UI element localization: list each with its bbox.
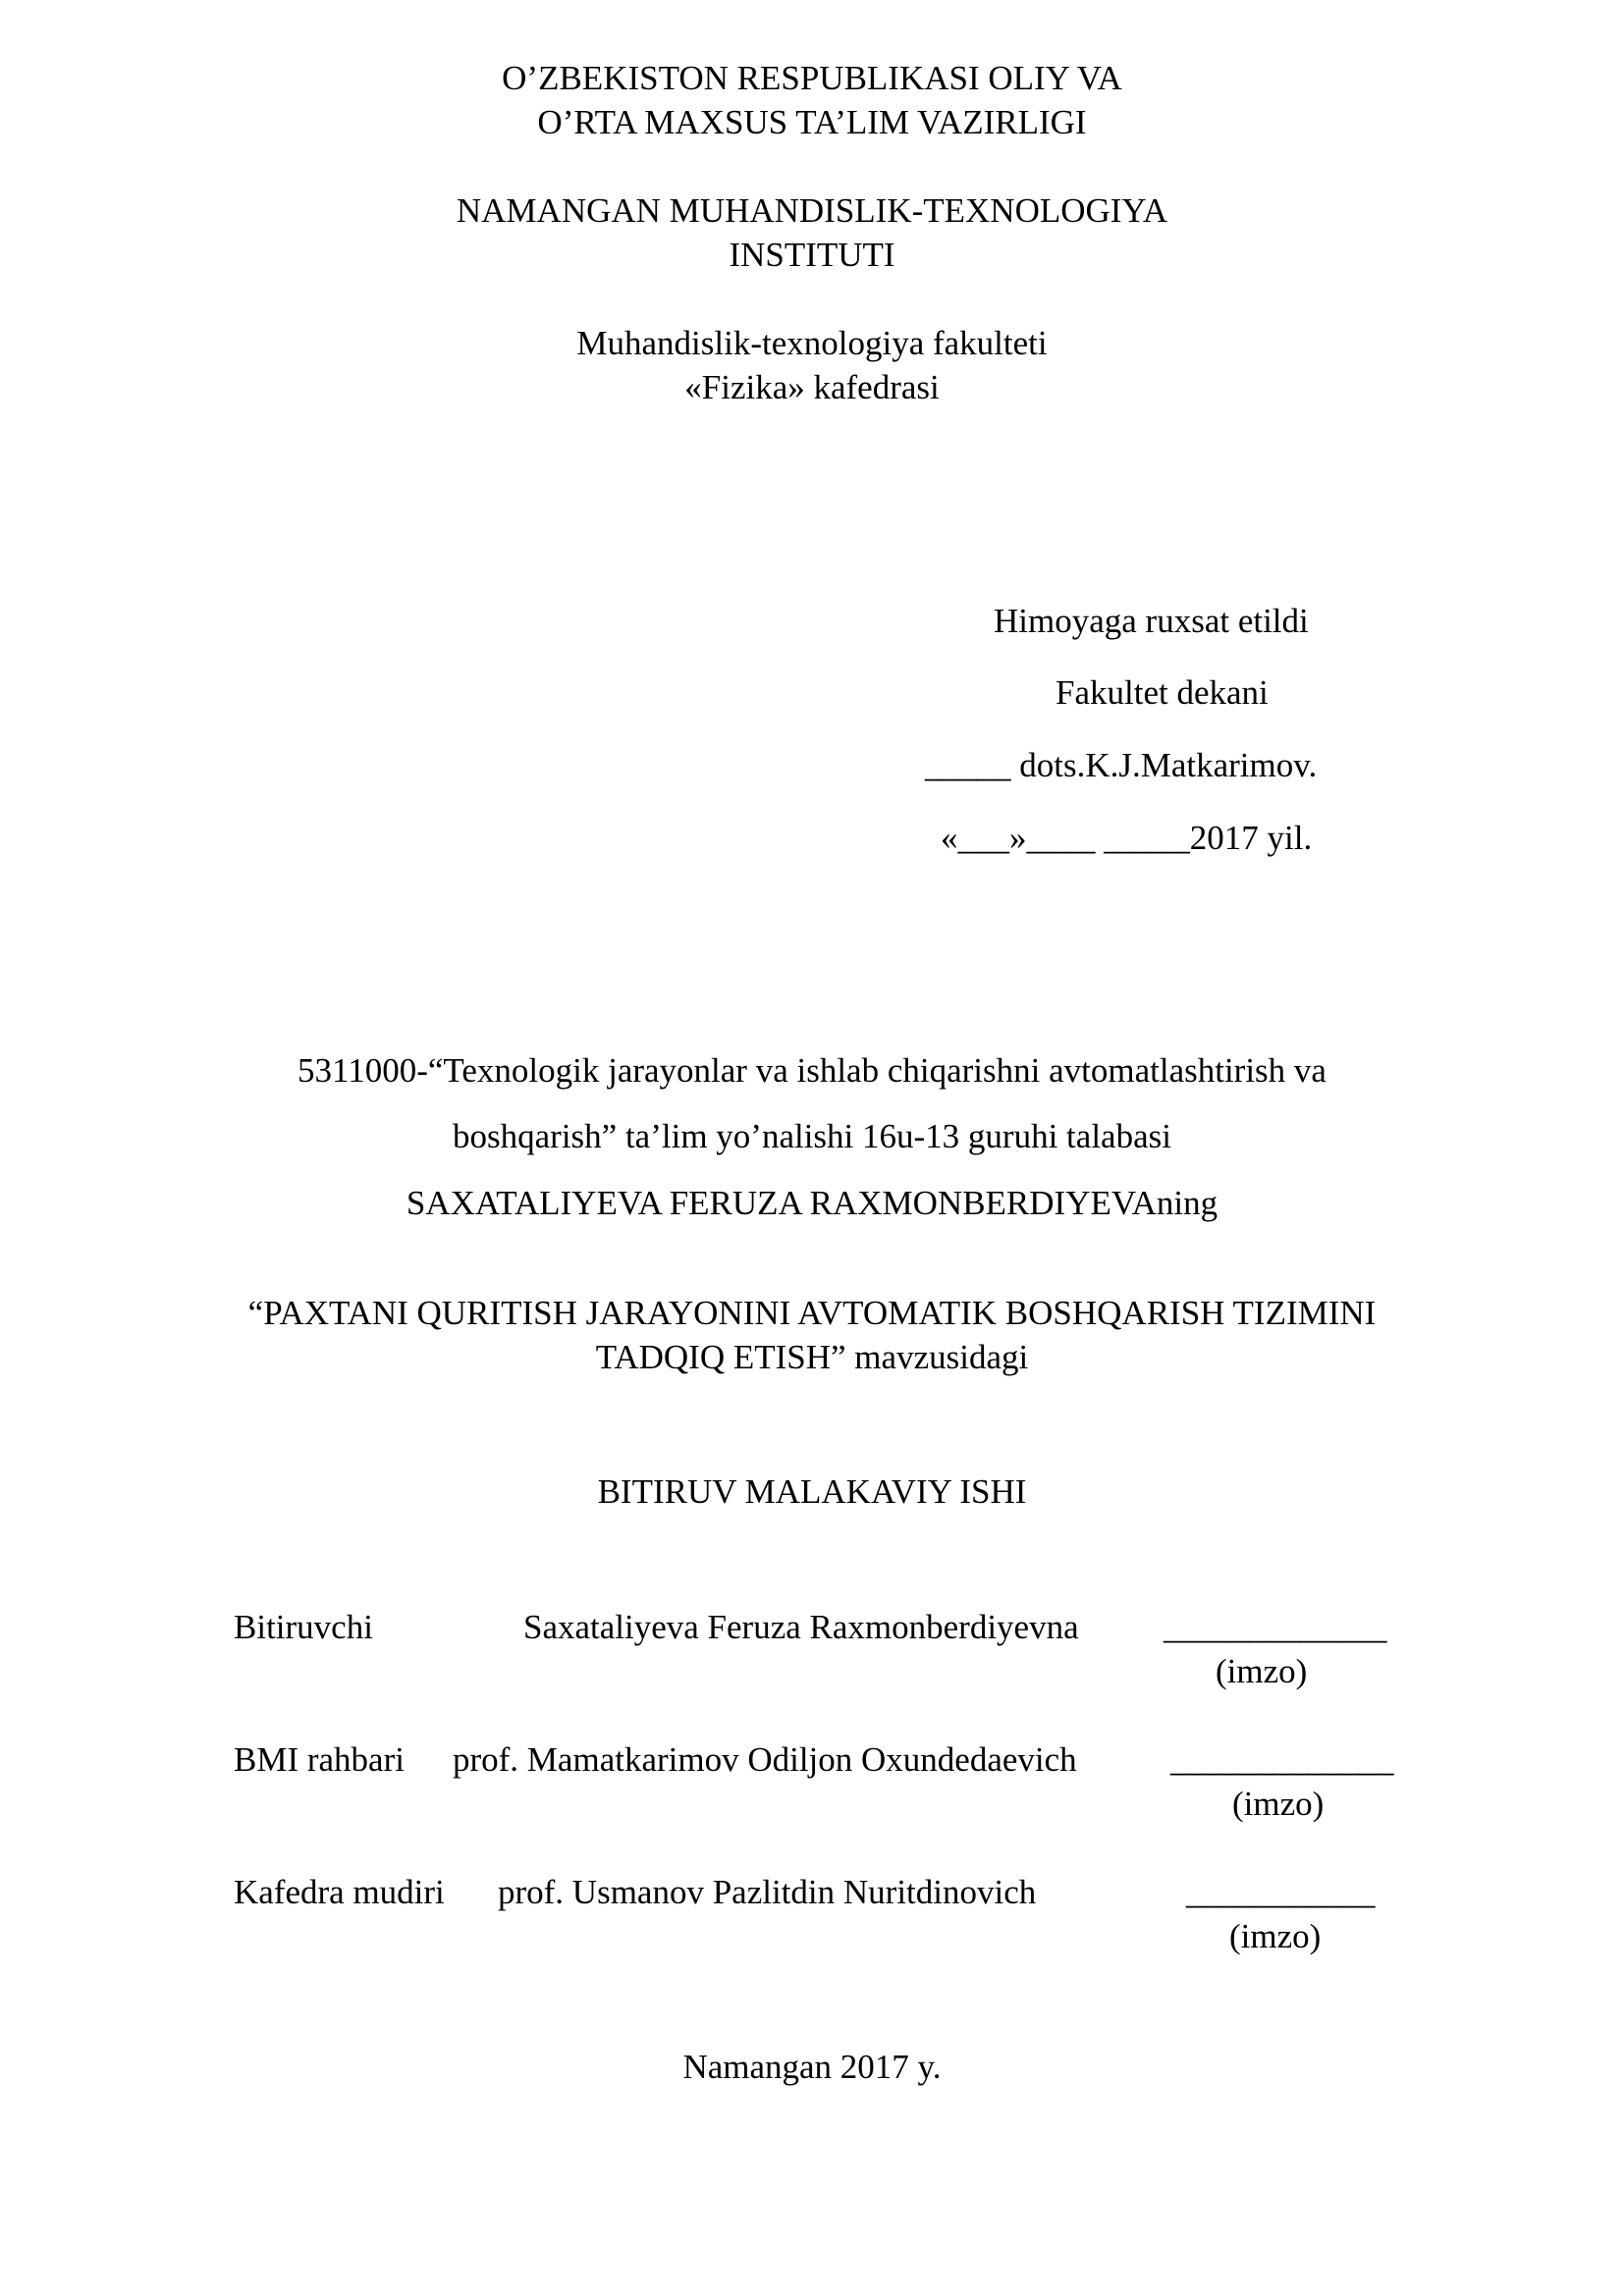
signature-role: Bitiruvchi (234, 1608, 373, 1646)
institute-line-1: NAMANGAN MUHANDISLIK-TEXNOLOGIYA (456, 191, 1168, 230)
place-and-date: Namangan 2017 y. (682, 2048, 942, 2086)
ministry-line-2: O’RTA MAXSUS TA’LIM VAZIRLIGI (537, 103, 1087, 141)
topic-line-1: “PAXTANI QURITISH JARAYONINI AVTOMATIK BOSHQARISH TIZIMINI (247, 1294, 1377, 1332)
specialty-line-2: boshqarish” ta’lim yo’nalishi 16u-13 guruhi talabasi (453, 1117, 1171, 1155)
signature-person: prof. Mamatkarimov Odiljon Oxundedaevich (453, 1740, 1077, 1779)
signature-person: Saxataliyeva Feruza Raxmonberdiyevna (523, 1608, 1079, 1646)
signature-line: ___________ (1186, 1873, 1376, 1911)
specialty-line-1: 5311000-“Texnologik jarayonlar va ishlab chiqarishni avtomatlashtirish va (298, 1051, 1326, 1090)
signature-line: _____________ (1164, 1608, 1387, 1646)
approval-permission: Himoyaga ruxsat etildi (994, 602, 1309, 640)
topic-line-2: TADQIQ ETISH” mavzusidagi (595, 1338, 1029, 1376)
institute-line-2: INSTITUTI (729, 236, 895, 274)
approval-signature: _____ dots.K.J.Matkarimov. (925, 746, 1318, 784)
ministry-line-1: O’ZBEKISTON RESPUBLIKASI OLIY VA (502, 59, 1122, 97)
student-name: SAXATALIYEVA FERUZA RAXMONBERDIYEVAning (406, 1184, 1218, 1222)
signature-caption: (imzo) (1232, 1785, 1325, 1823)
signature-caption: (imzo) (1216, 1652, 1308, 1690)
signature-person: prof. Usmanov Pazlitdin Nuritdinovich (498, 1873, 1037, 1911)
work-type-title: BITIRUV MALAKAVIY ISHI (597, 1472, 1027, 1511)
signature-line: _____________ (1170, 1740, 1394, 1779)
signature-role: Kafedra mudiri (234, 1873, 445, 1911)
approval-position: Fakultet dekani (1056, 673, 1269, 712)
signature-caption: (imzo) (1229, 1917, 1322, 1955)
faculty-name: Muhandislik-texnologiya fakulteti (576, 324, 1048, 362)
approval-date: «___»____ _____2017 yil. (941, 819, 1313, 857)
department-name: «Fizika» kafedrasi (684, 368, 940, 406)
signature-role: BMI rahbari (234, 1740, 405, 1779)
